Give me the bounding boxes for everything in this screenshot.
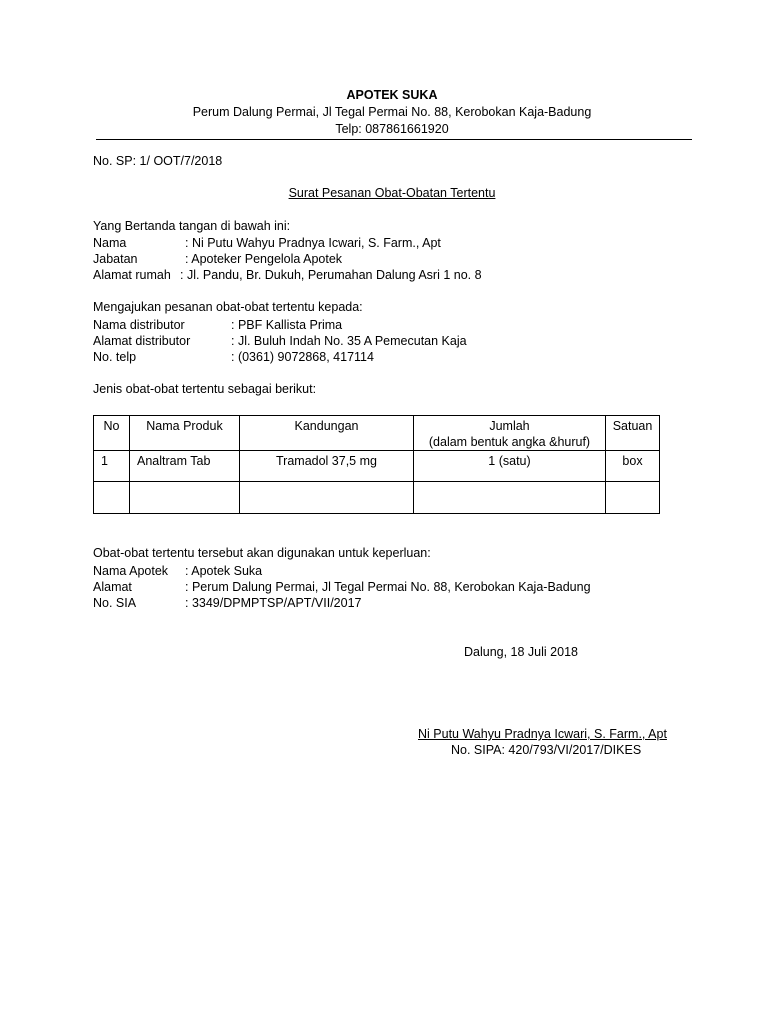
distributor-name-label: Nama distributor <box>93 318 185 332</box>
header-quantity <box>414 416 606 451</box>
signer-intro: Yang Bertanda tangan di bawah ini: <box>93 219 291 233</box>
distributor-name-value: : PBF Kallista Prima <box>231 318 343 332</box>
signer-name-value: : Ni Putu Wahyu Pradnya Icwari, S. Farm., Apt <box>185 236 441 250</box>
pharmacy-phone: Telp: 087861661920 <box>335 122 449 136</box>
pharmacy-address: Perum Dalung Permai, Jl Tegal Permai No. 88, Kerobokan Kaja-Badung <box>192 105 592 119</box>
distributor-address-label: Alamat distributor <box>93 334 191 348</box>
table-row <box>94 451 660 482</box>
cell-product <box>130 482 240 514</box>
cell-unit: box <box>606 451 660 482</box>
order-items-table <box>93 415 660 514</box>
distributor-phone-value: : (0361) 9072868, 417114 <box>231 350 374 364</box>
signer-position-value: : Apoteker Pengelola Apotek <box>185 252 343 266</box>
cell-no <box>94 482 130 514</box>
pharmacy-address-label: Alamat <box>93 580 132 594</box>
header-unit: Satuan <box>606 416 660 451</box>
place-date: Dalung, 18 Juli 2018 <box>464 645 578 659</box>
cell-quantity: 1 (satu) <box>414 451 606 482</box>
distributor-address-value: : Jl. Buluh Indah No. 35 A Pemecutan Kaja <box>231 334 467 348</box>
cell-content <box>240 482 414 514</box>
pharmacy-name: APOTEK SUKA <box>346 88 438 102</box>
pharmacy-sia-value: : 3349/DPMPTSP/APT/VII/2017 <box>185 596 362 610</box>
signer-name-label: Nama <box>93 236 127 250</box>
cell-content: Tramadol 37,5 mg <box>240 451 414 482</box>
header-no: No <box>94 416 130 451</box>
sp-number: No. SP: 1/ OOT/7/2018 <box>93 154 223 168</box>
header-quantity-line2: (dalam bentuk angka &huruf) <box>428 435 591 449</box>
header-divider <box>96 139 692 140</box>
items-intro: Jenis obat-obat tertentu sebagai berikut: <box>93 382 317 396</box>
header-quantity-line1: Jumlah <box>489 419 530 433</box>
distributor-phone-label: No. telp <box>93 350 137 364</box>
pharmacy-address-value: : Perum Dalung Permai, Jl Tegal Permai No. 88, Kerobokan Kaja-Badung <box>185 580 591 594</box>
cell-no: 1 <box>94 451 130 482</box>
signer-address-label: Alamat rumah <box>93 268 171 282</box>
document-title: Surat Pesanan Obat-Obatan Tertentu <box>288 186 496 200</box>
pharmacy-name-label: Nama Apotek <box>93 564 169 578</box>
signatory-name: Ni Putu Wahyu Pradnya Icwari, S. Farm., Apt <box>418 727 667 741</box>
cell-product: Analtram Tab <box>130 451 240 482</box>
signer-address-value: : Jl. Pandu, Br. Dukuh, Perumahan Dalung Asri 1 no. 8 <box>180 268 482 282</box>
table-row <box>94 482 660 514</box>
pharmacy-name-value: : Apotek Suka <box>185 564 263 578</box>
distributor-intro: Mengajukan pesanan obat-obat tertentu kepada: <box>93 300 363 314</box>
cell-quantity <box>414 482 606 514</box>
table-header-row <box>94 416 660 451</box>
header-product: Nama Produk <box>130 416 240 451</box>
header-content: Kandungan <box>240 416 414 451</box>
pharmacy-sia-label: No. SIA <box>93 596 137 610</box>
purpose-intro: Obat-obat tertentu tersebut akan digunakan untuk keperluan: <box>93 546 431 560</box>
cell-unit <box>606 482 660 514</box>
signer-position-label: Jabatan <box>93 252 138 266</box>
signatory-sipa: No. SIPA: 420/793/VI/2017/DIKES <box>451 743 642 757</box>
